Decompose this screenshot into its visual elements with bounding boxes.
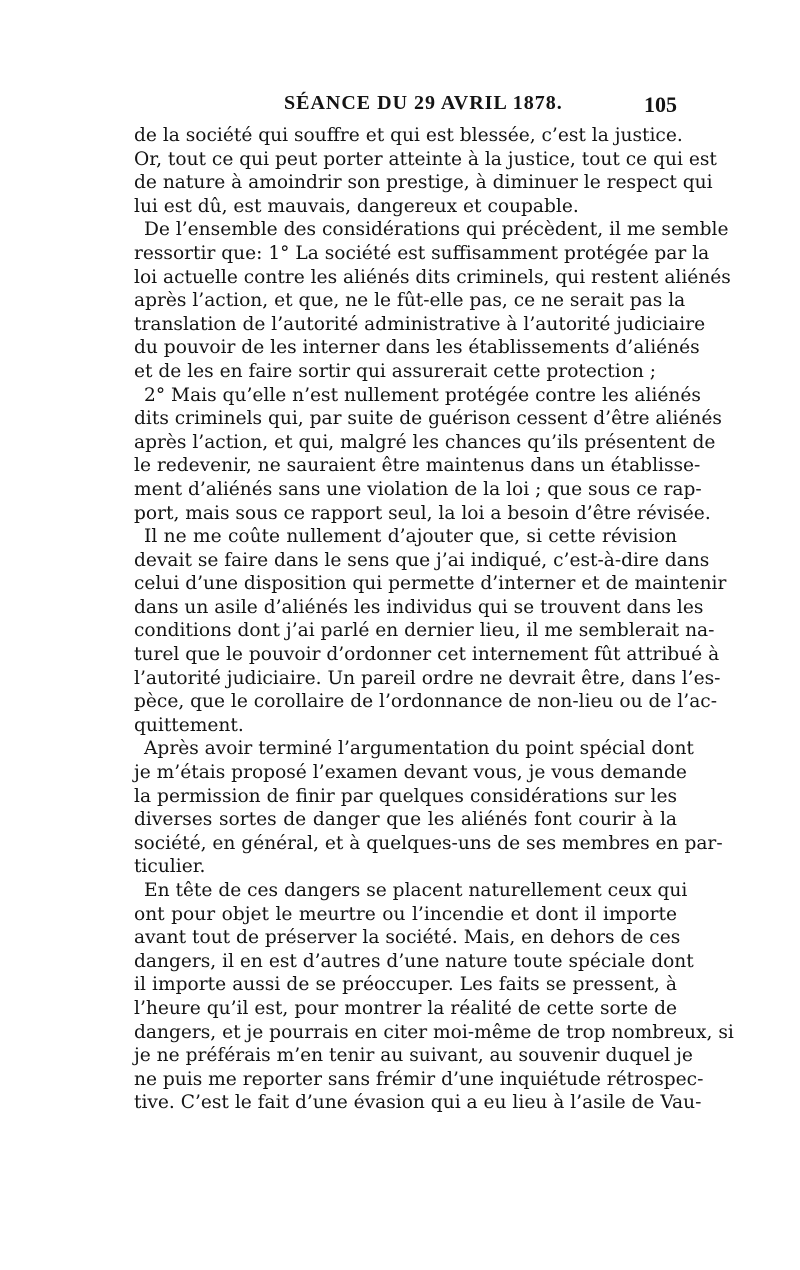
text-line: ment d’aliénés sans une violation de la loi ; que sous ce rap- [134,478,702,500]
text-line: l’heure qu’il est, pour montrer la réalité de cette sorte de [134,997,677,1019]
page-header [134,92,677,122]
text-line: tive. C’est le fait d’une évasion qui a eu lieu à l’asile de Vau- [134,1092,702,1114]
text-line: je m’étais proposé l’examen devant vous, je vous demande [134,762,687,784]
text-line: 2° Mais qu’elle n’est nullement protégée contre les aliénés [144,384,701,406]
text-line: port, mais sous ce rapport seul, la loi a besoin d’être révisée. [134,502,711,524]
text-line: ressortir que: 1° La société est suffisamment protégée par la [134,242,710,264]
text-line: devait se faire dans le sens que j’ai indiqué, c’est-à-dire dans [134,549,710,571]
text-line: Après avoir terminé l’argumentation du point spécial dont [144,738,694,760]
text-line: de nature à amoindrir son prestige, à diminuer le respect qui [134,172,713,194]
running-head: SÉANCE DU 29 AVRIL 1878. [284,92,563,114]
text-line: conditions dont j’ai parlé en dernier lieu, il me semblerait na- [134,620,715,642]
text-line: ne puis me reporter sans frémir d’une inquiétude rétrospec- [134,1068,704,1090]
text-line: ont pour objet le meurtre ou l’incendie et dont il importe [134,903,677,925]
text-line: et de les en faire sortir qui assurerait cette protection ; [134,360,657,382]
text-line: De l’ensemble des considérations qui précèdent, il me semble [144,219,729,241]
body-text [134,124,734,1115]
text-line: le redevenir, ne sauraient être maintenus dans un établisse- [134,455,701,477]
text-line: diverses sortes de danger que les aliénés font courir à la [134,809,677,831]
text-line: dangers, et je pourrais en citer moi-même de trop nombreux, si [134,1021,734,1043]
text-line: Or, tout ce qui peut porter atteinte à la justice, tout ce qui est [134,148,717,170]
text-line: dangers, il en est d’autres d’une nature toute spéciale dont [134,950,694,972]
text-line: turel que le pouvoir d’ordonner cet internement fût attribué à [134,644,720,666]
text-line: l’autorité judiciaire. Un pareil ordre ne devrait être, dans l’es- [134,667,721,689]
text-line: après l’action, et que, ne le fût-elle pas, ce ne serait pas la [134,290,686,312]
text-line: celui d’une disposition qui permette d’interner et de maintenir [134,573,727,595]
text-line: dits criminels qui, par suite de guérison cessent d’être aliénés [134,408,722,430]
page-number: 105 [644,92,677,117]
text-line: Il ne me coûte nullement d’ajouter que, si cette révision [144,526,677,548]
text-line: de la société qui souffre et qui est blessée, c’est la justice. [134,125,683,146]
text-line: pèce, que le corollaire de l’ordonnance de non-lieu ou de l’ac- [134,691,717,713]
text-line: après l’action, et qui, malgré les chances qu’ils présentent de [134,431,716,453]
text-line: société, en général, et à quelques-uns de ses membres en par- [134,832,723,854]
text-line: du pouvoir de les interner dans les établissements d’aliénés [134,337,700,359]
text-line: loi actuelle contre les aliénés dits criminels, qui restent aliénés [134,266,731,288]
text-line: avant tout de préserver la société. Mais, en dehors de ces [134,927,681,949]
text-line: la permission de finir par quelques considérations sur les [134,785,677,807]
text-line: il importe aussi de se préoccuper. Les faits se pressent, à [134,974,677,996]
text-line: En tête de ces dangers se placent naturellement ceux qui [144,880,688,901]
text-line: ticulier. [134,856,206,878]
text-line: lui est dû, est mauvais, dangereux et coupable. [134,195,579,217]
text-line: translation de l’autorité administrative à l’autorité judiciaire [134,313,706,335]
text-line: je ne préférais m’en tenir au suivant, au souvenir duquel je [134,1045,693,1067]
text-line: quittement. [134,714,244,736]
text-line: dans un asile d’aliénés les individus qui se trouvent dans les [134,596,704,618]
